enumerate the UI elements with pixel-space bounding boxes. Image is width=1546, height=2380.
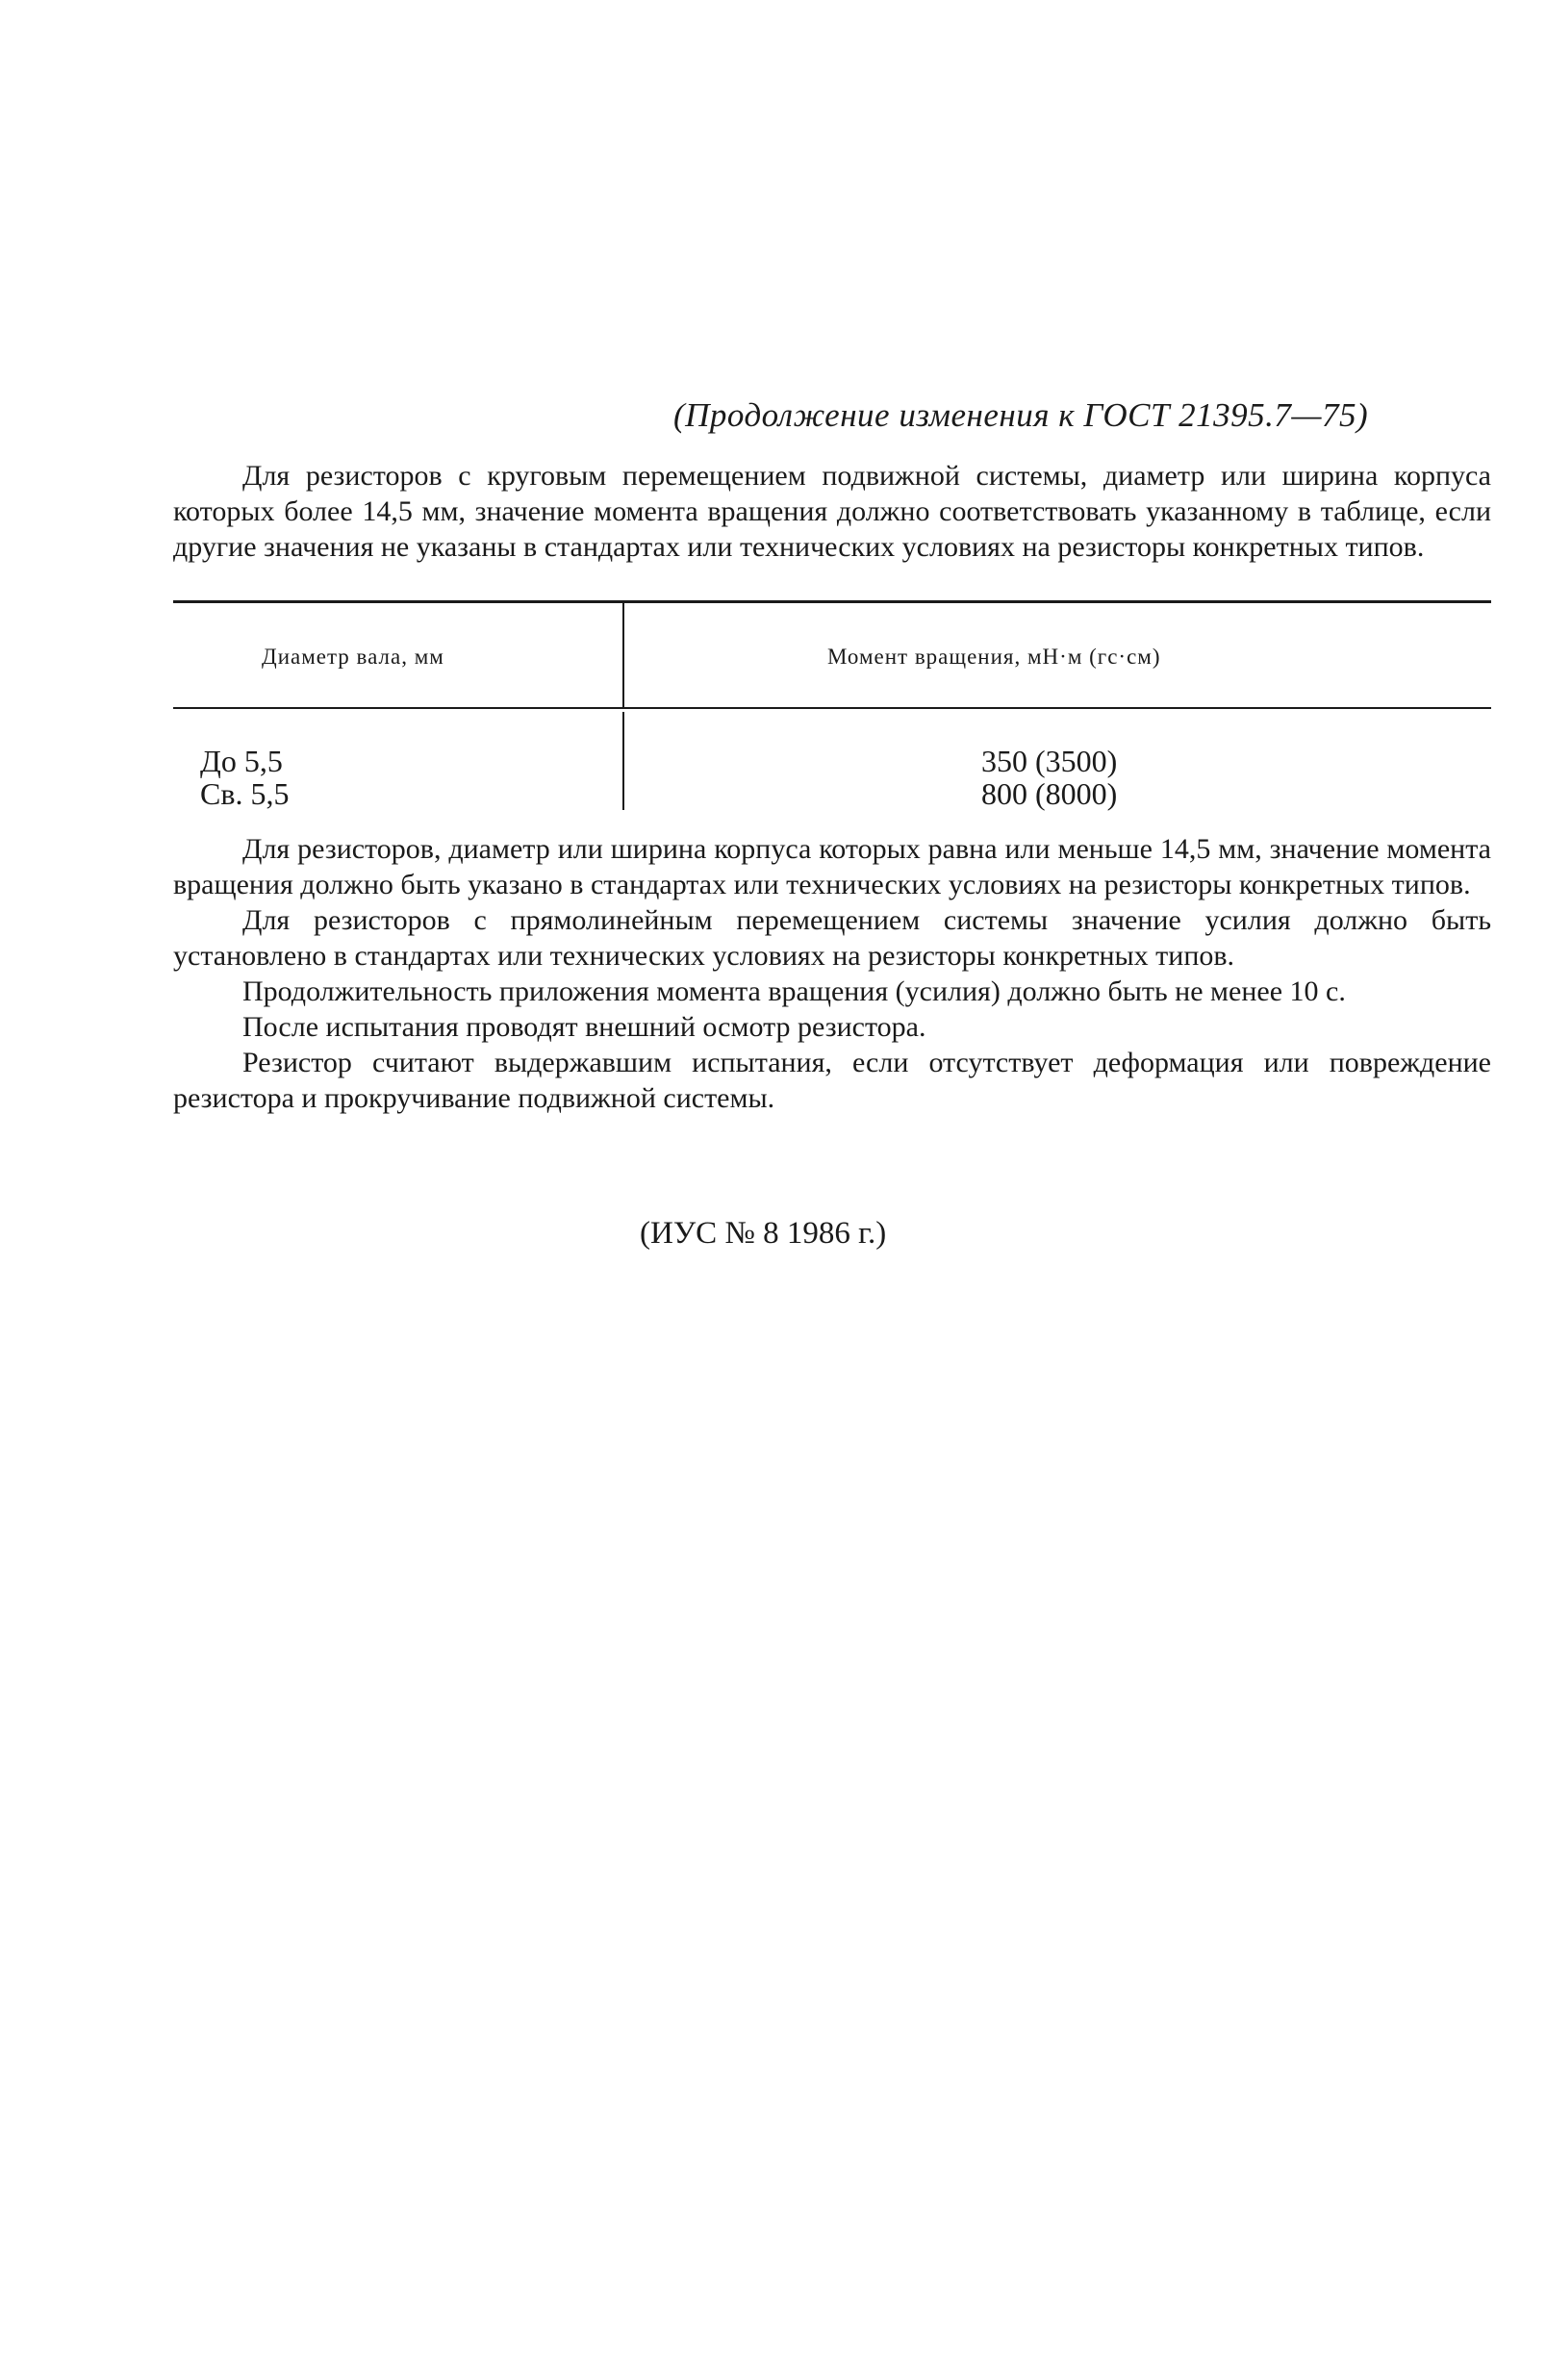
paragraph-inspection: После испытания проводят внешний осмотр резистора. [242,1011,926,1043]
table-top-rule [173,600,1491,603]
paragraph-criteria: Резистор считают выдержавшим испытания, если отсутствует деформация или повреждение резистора и прокручивание подвижной системы. [173,1047,1491,1114]
table-body-divider [622,712,624,810]
table-header-diameter: Диаметр вала, мм [262,645,444,669]
page-header-title: (Продолжение изменения к ГОСТ 21395.7—75) [673,396,1369,434]
paragraph-duration: Продолжительность приложения момента вращения (усилия) должно быть не менее 10 с. [242,975,1346,1007]
paragraph-linear-resistors: Для резисторов с прямолинейным перемещением системы значение усилия должно быть установлено в стандартах или технических условиях на резисторы конкретных типов. [173,904,1491,972]
table-cell-moment: 350 (3500) [981,744,1118,778]
table-column-moment [981,745,1117,810]
intro-paragraph: Для резисторов с круговым перемещением подвижной системы, диаметр или ширина корпуса которых более 14,5 мм, значение момента вращения должно соответствовать указанному в таблице, если другие значения не указаны в стандартах или технических условиях на резисторы конкретных типов. [173,460,1491,563]
body-paragraphs [173,831,1491,1116]
table-header-divider [622,603,624,707]
table-cell-moment: 800 (8000) [981,776,1118,811]
paragraph-small-resistors: Для резисторов, диаметр или ширина корпуса которых равна или меньше 14,5 мм, значение момента вращения должно быть указано в стандартах или технических условиях на резисторы конкретных типов. [173,833,1491,900]
table-header-moment: Момент вращения, мН·м (гс·см) [827,645,1161,669]
source-note: (ИУС № 8 1986 г.) [640,1216,887,1251]
table-cell-diameter: Св. 5,5 [200,776,290,811]
table-cell-diameter: До 5,5 [200,744,283,778]
table-header-rule [173,707,1491,709]
intro-paragraph-block [173,458,1491,565]
table-column-diameter [200,745,289,810]
